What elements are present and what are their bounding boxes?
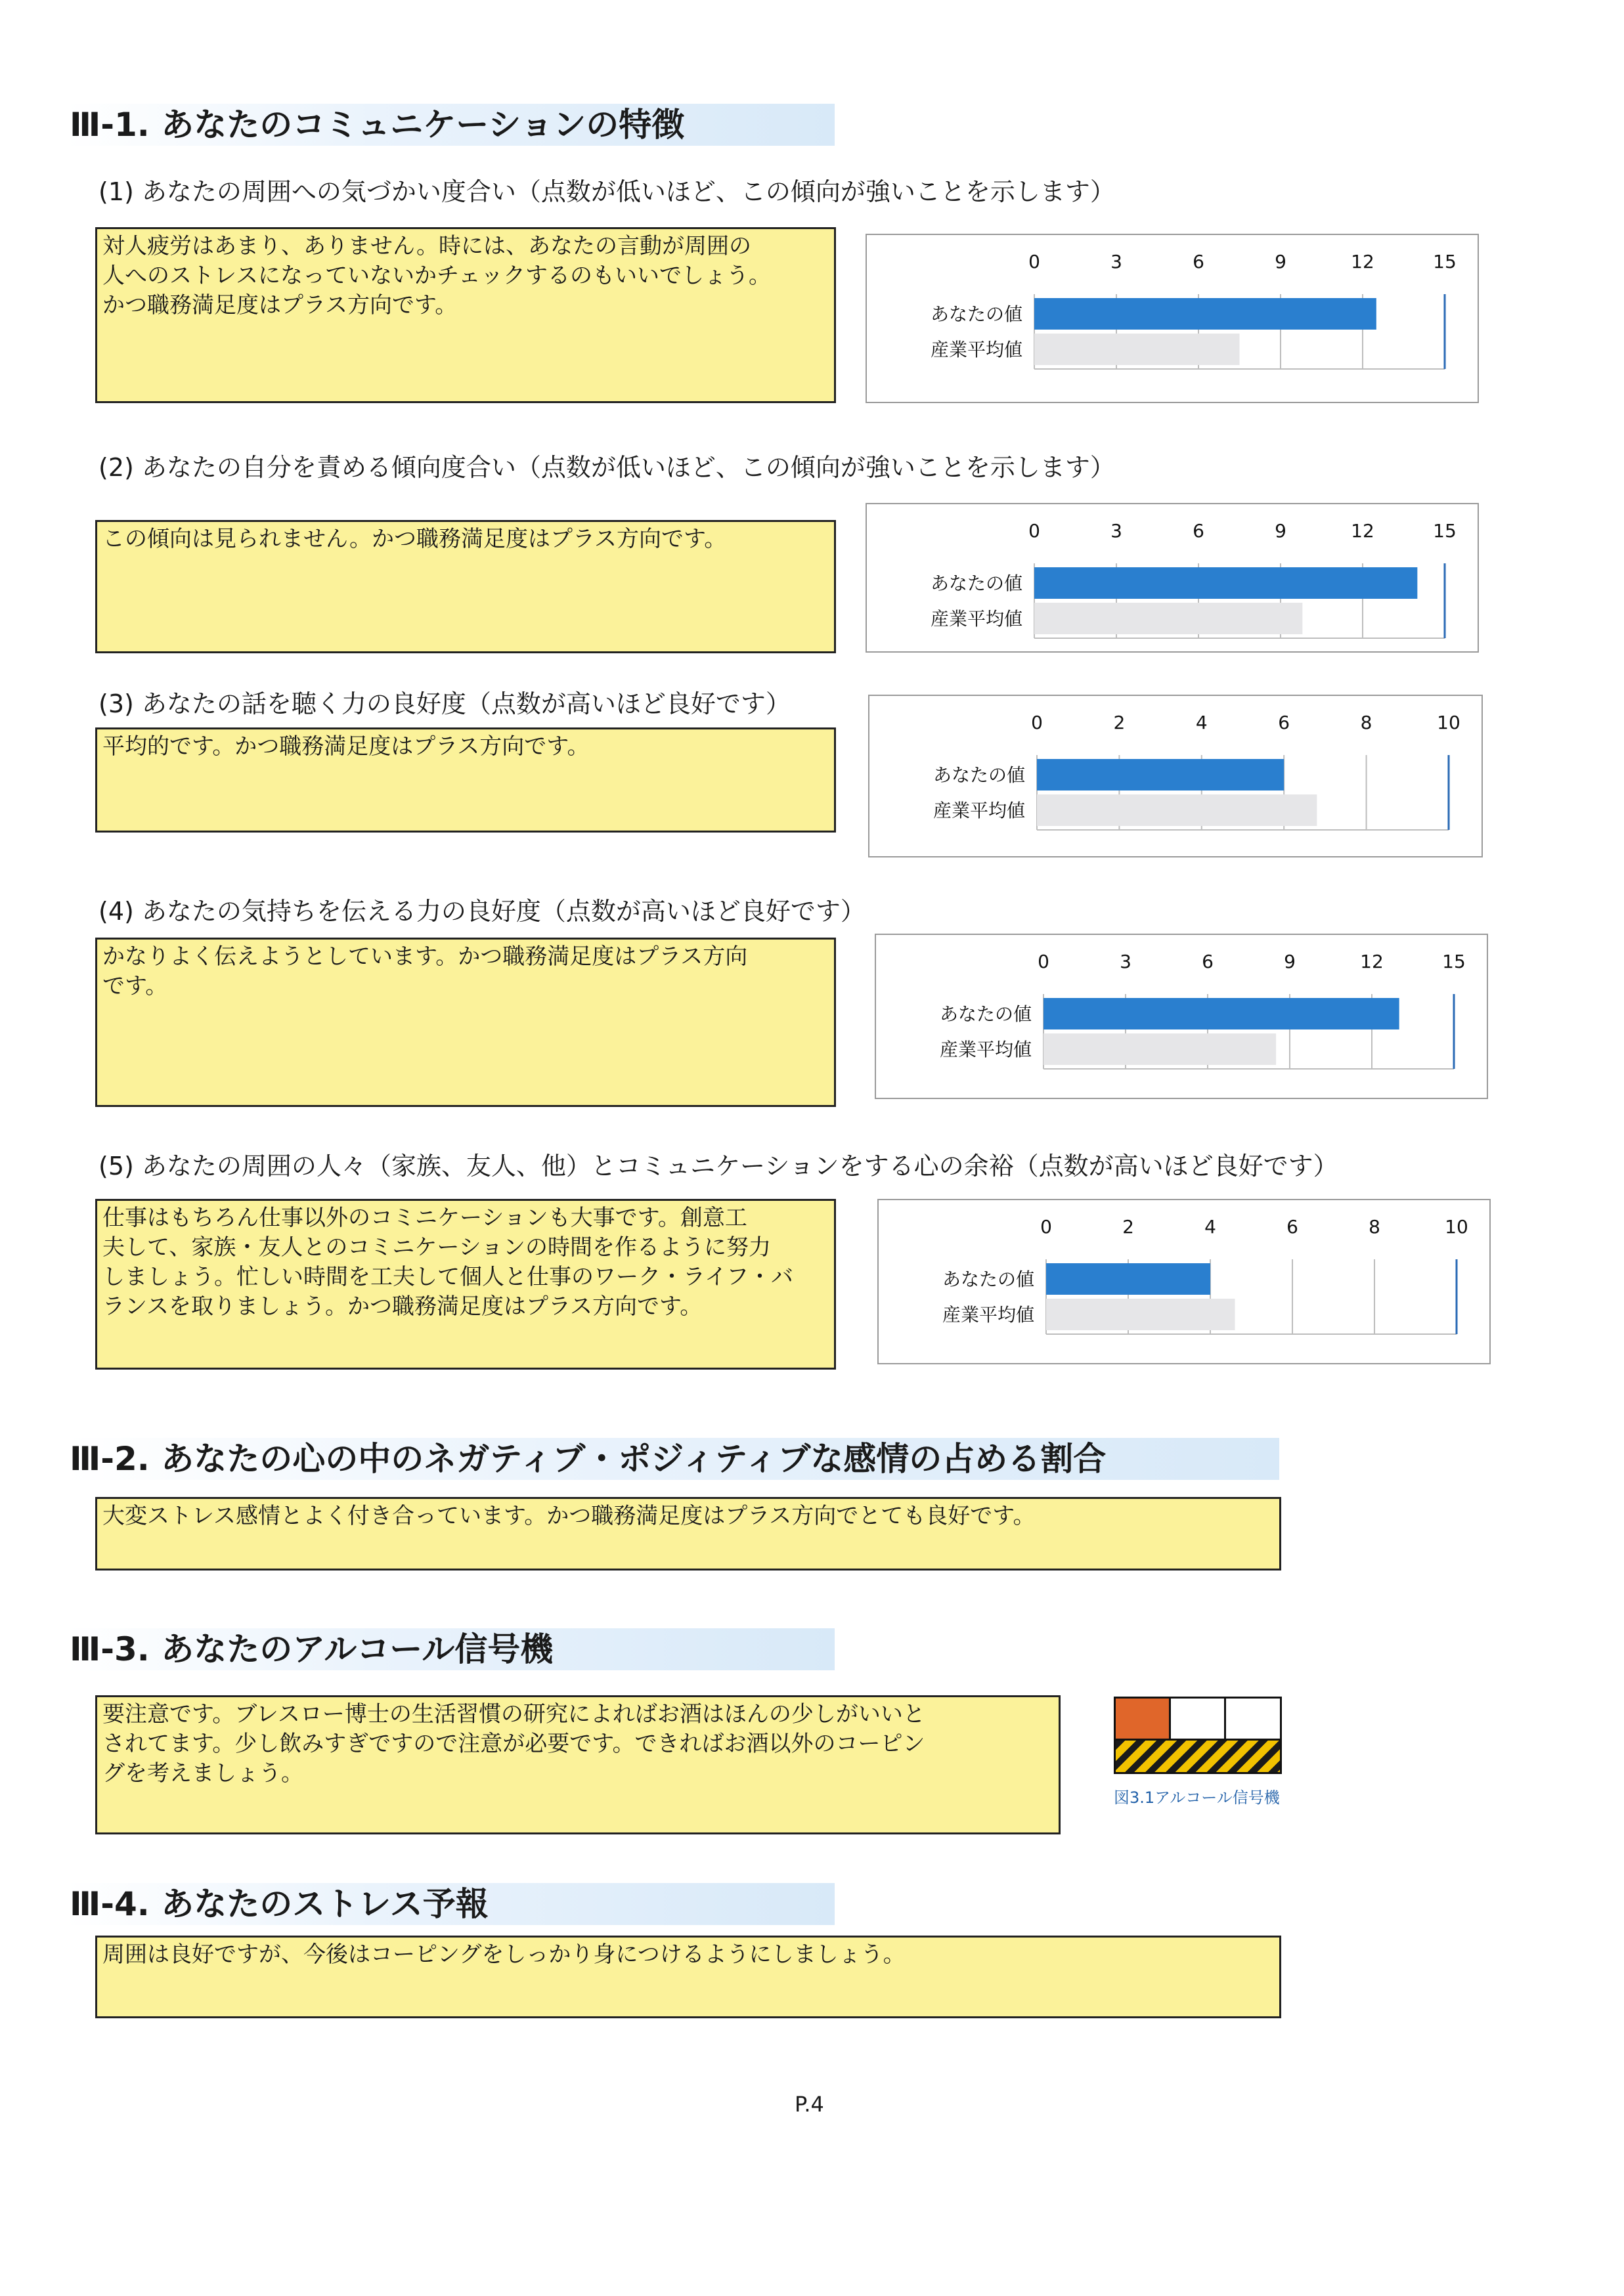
tick-label: 8 (1360, 712, 1372, 733)
alcohol-comment: 要注意です。ブレスロー博士の生活習慣の研究によればお酒はほんの少しがいいと されてます。少し飲みすぎですので注意が必要です。できればお酒以外のコーピン グを考えましょう。 (95, 1695, 1061, 1834)
category-label: あなたの値 (939, 1003, 1032, 1025)
tick-label: 0 (1028, 520, 1040, 542)
tick-label: 9 (1275, 520, 1286, 542)
tick-label: 8 (1369, 1216, 1380, 1238)
category-label: あなたの値 (930, 303, 1022, 325)
tick-label: 0 (1028, 251, 1040, 272)
tick-label: 6 (1193, 251, 1204, 272)
bar-your-value (1046, 1263, 1210, 1295)
bar-industry-average (1043, 1033, 1276, 1065)
bar-your-value (1037, 759, 1284, 791)
tick-label: 2 (1122, 1216, 1134, 1238)
signal-light-3 (1224, 1697, 1282, 1741)
tick-label: 15 (1442, 951, 1466, 972)
item-3-title: (3) あなたの話を聴く力の良好度（点数が高いほど良好です） (99, 689, 791, 718)
category-label: あなたの値 (942, 1268, 1034, 1290)
item-2-title: (2) あなたの自分を責める傾向度合い（点数が低いほど、この傾向が強いことを示します） (99, 453, 1115, 482)
section-heading-emotion-ratio: Ⅲ-2. あなたの心の中のネガティブ・ポジィティブな感情の占める割合 (66, 1438, 1279, 1480)
chart-svg (867, 235, 1478, 402)
bar-your-value (1034, 567, 1417, 599)
chart-3 (868, 695, 1483, 857)
tick-label: 3 (1120, 951, 1131, 972)
category-label: あなたの値 (930, 573, 1022, 594)
tick-label: 15 (1433, 520, 1457, 542)
tick-label: 4 (1195, 712, 1208, 733)
tick-label: 3 (1110, 520, 1122, 542)
item-1-comment: 対人疲労はあまり、ありません。時には、あなたの言動が周囲の 人へのストレスになっていないかチェックするのもいいでしょう。 かつ職務満足度はプラス方向です。 (95, 227, 836, 403)
tick-label: 12 (1351, 520, 1374, 542)
category-label: 産業平均値 (939, 1039, 1032, 1060)
tick-label: 6 (1202, 951, 1214, 972)
alcohol-signal (1114, 1697, 1282, 1774)
page-number: P.4 (795, 2092, 824, 2117)
chart-svg (876, 935, 1487, 1098)
chart-1 (866, 234, 1479, 403)
chart-svg (867, 504, 1478, 651)
tick-label: 15 (1433, 251, 1457, 272)
tick-label: 0 (1031, 712, 1043, 733)
tick-label: 10 (1437, 712, 1460, 733)
category-label: 産業平均値 (930, 608, 1022, 630)
tick-label: 0 (1040, 1216, 1052, 1238)
chart-4 (875, 934, 1488, 1099)
signal-light-1 (1114, 1697, 1172, 1741)
item-4-comment: かなりよく伝えようとしています。かつ職務満足度はプラス方向 です。 (95, 938, 836, 1107)
category-label: 産業平均値 (930, 339, 1022, 360)
tick-label: 12 (1360, 951, 1384, 972)
category-label: あなたの値 (933, 764, 1025, 786)
section-heading-communication: Ⅲ-1. あなたのコミュニケーションの特徴 (66, 104, 835, 146)
tick-label: 10 (1445, 1216, 1468, 1238)
section-heading-stress-forecast: Ⅲ-4. あなたのストレス予報 (66, 1883, 835, 1925)
tick-label: 4 (1204, 1216, 1216, 1238)
tick-label: 12 (1351, 251, 1374, 272)
tick-label: 6 (1278, 712, 1290, 733)
tick-label: 9 (1284, 951, 1296, 972)
bar-industry-average (1034, 603, 1302, 634)
bar-your-value (1043, 998, 1399, 1029)
category-label: 産業平均値 (942, 1304, 1034, 1326)
emotion-ratio-comment: 大変ストレス感情とよく付き合っています。かつ職務満足度はプラス方向でとても良好です。 (95, 1497, 1281, 1570)
item-2-comment: この傾向は見られません。かつ職務満足度はプラス方向です。 (95, 520, 836, 653)
bar-industry-average (1037, 794, 1317, 826)
bar-industry-average (1046, 1299, 1235, 1330)
tick-label: 2 (1113, 712, 1126, 733)
tick-label: 6 (1286, 1216, 1298, 1238)
item-5-comment: 仕事はもちろん仕事以外のコミニケーションも大事です。創意工 夫して、家族・友人とのコミニケーションの時間を作るように努力 しましょう。忙しい時間を工夫して個人と仕事のワーク・ライフ・バ ランスを取りましょう。かつ職務満足度はプラス方向です。 (95, 1199, 836, 1370)
bar-your-value (1034, 298, 1376, 330)
bar-industry-average (1034, 334, 1240, 365)
signal-light-2 (1169, 1697, 1227, 1741)
item-4-title: (4) あなたの気持ちを伝える力の良好度（点数が高いほど良好です） (99, 897, 866, 926)
item-3-comment: 平均的です。かつ職務満足度はプラス方向です。 (95, 727, 836, 833)
tick-label: 0 (1038, 951, 1049, 972)
chart-svg (879, 1200, 1489, 1363)
chart-2 (866, 503, 1479, 653)
item-1-title: (1) あなたの周囲への気づかい度合い（点数が低いほど、この傾向が強いことを示します） (99, 177, 1115, 206)
stress-forecast-comment: 周囲は良好ですが、今後はコーピングをしっかり身につけるようにしましょう。 (95, 1936, 1281, 2018)
alcohol-signal-caption: 図3.1アルコール信号機 (1114, 1788, 1280, 1807)
chart-svg (869, 696, 1481, 856)
chart-5 (877, 1199, 1491, 1364)
category-label: 産業平均値 (933, 800, 1025, 821)
signal-base-hazard-stripes (1114, 1739, 1282, 1774)
section-heading-alcohol-signal: Ⅲ-3. あなたのアルコール信号機 (66, 1628, 835, 1670)
tick-label: 3 (1110, 251, 1122, 272)
tick-label: 9 (1275, 251, 1286, 272)
item-5-title: (5) あなたの周囲の人々（家族、友人、他）とコミュニケーションをする心の余裕（点数が高いほど良好です） (99, 1152, 1338, 1180)
tick-label: 6 (1193, 520, 1204, 542)
